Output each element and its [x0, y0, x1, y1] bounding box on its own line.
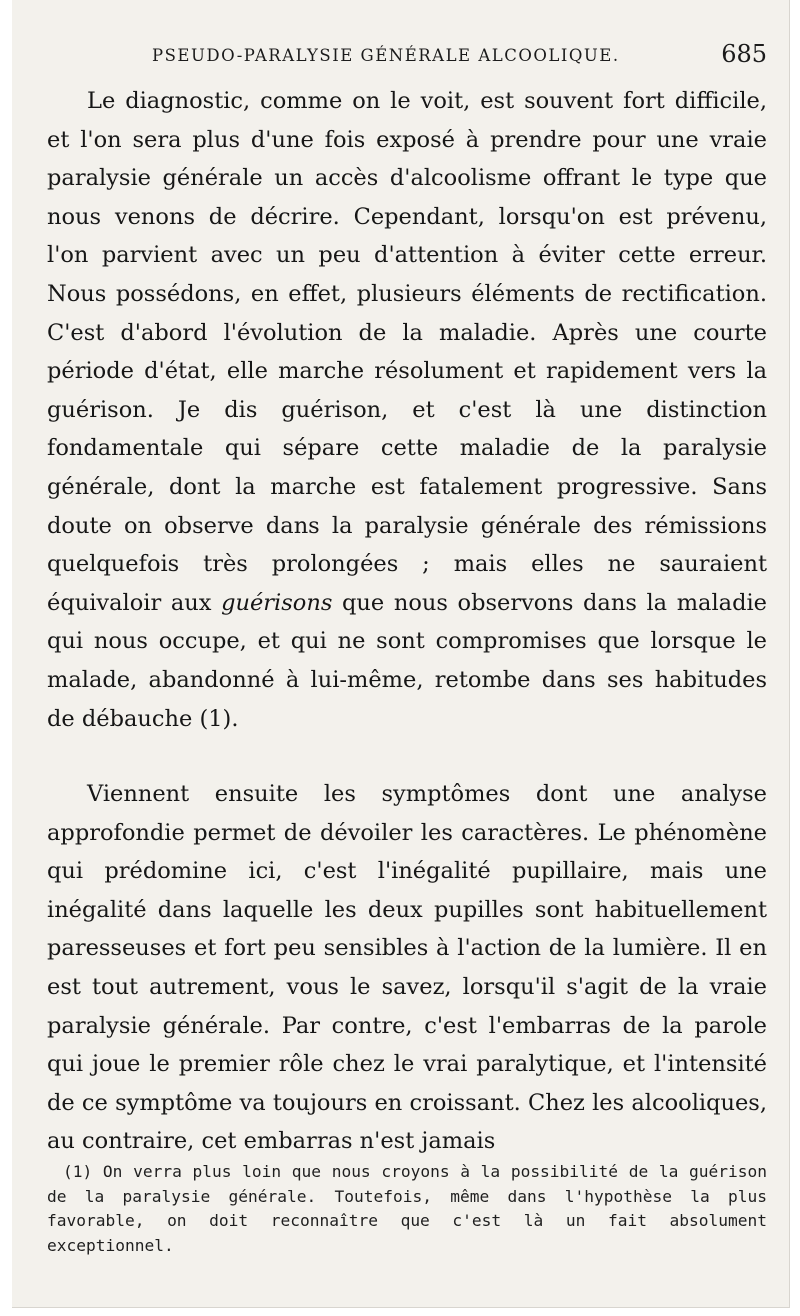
paragraph-diagnosis	[47, 82, 767, 738]
running-title: PSEUDO-PARALYSIE GÉNÉRALE ALCOOLIQUE.	[152, 46, 620, 65]
book-page	[12, 0, 790, 1308]
paragraph-diagnosis-text: Le diagnostic, comme on le voit, est souvent fort difficile, et l'on sera plus d'une fois exposé à prendre pour une vraie paralysie générale un accès d'alcoolisme offrant le type que nous venons de décrire. Cependant, lorsqu'on est prévenu, l'on parvient avec un peu d'attention à éviter cette erreur. Nous possédons, en effet, plusieurs éléments de rectification. C'est d'abord l'évolution de la maladie. Après une courte période d'état, elle marche résolument et rapidement vers la guérison. Je dis guérison, et c'est là une distinction fondamentale qui sépare cette maladie de la paralysie générale, dont la marche est fatalement progressive. Sans doute on observe dans la paralysie générale des rémissions quelquefois très prolongées ; mais elles ne sauraient équivaloir aux	[47, 88, 767, 616]
page-number: 685	[721, 40, 767, 68]
footnote-number: (1)	[63, 1162, 93, 1181]
paragraph-diagnosis-continuation: que nous observons dans la maladie qui nous occupe, et qui ne sont compromises que lorsque le malade, abandonné à lui-même, retombe dans ses habitudes de débauche	[47, 589, 767, 732]
footnote	[47, 1160, 767, 1258]
footnote-reference: (1).	[199, 705, 239, 732]
footnote-text: On verra plus loin que nous croyons à la possibilité de la guérison de la paralysie générale. Toutefois, même dans l'hypothèse la plus favorable, on doit reconnaître que c'est là un fait absolument exceptionnel.	[47, 1162, 767, 1255]
main-text	[47, 82, 767, 1161]
italic-word-guerisons: guérisons	[221, 589, 333, 616]
footnote-area	[47, 1160, 767, 1258]
paragraph-symptoms: Viennent ensuite les symptômes dont une analyse approfondie permet de dévoiler les caractères. Le phénomène qui prédomine ici, c'est l'inégalité pupillaire, mais une inégalité dans laquelle les deux pupilles sont habituellement paresseuses et fort peu sensibles à l'action de la lumière. Il en est tout autrement, vous le savez, lorsqu'il s'agit de la vraie paralysie générale. Par contre, c'est l'embarras de la parole qui joue le premier rôle chez le vrai paralytique, et l'intensité de ce symptôme va toujours en croissant. Chez les alcooliques, au contraire, cet embarras n'est jamais	[47, 781, 767, 1155]
